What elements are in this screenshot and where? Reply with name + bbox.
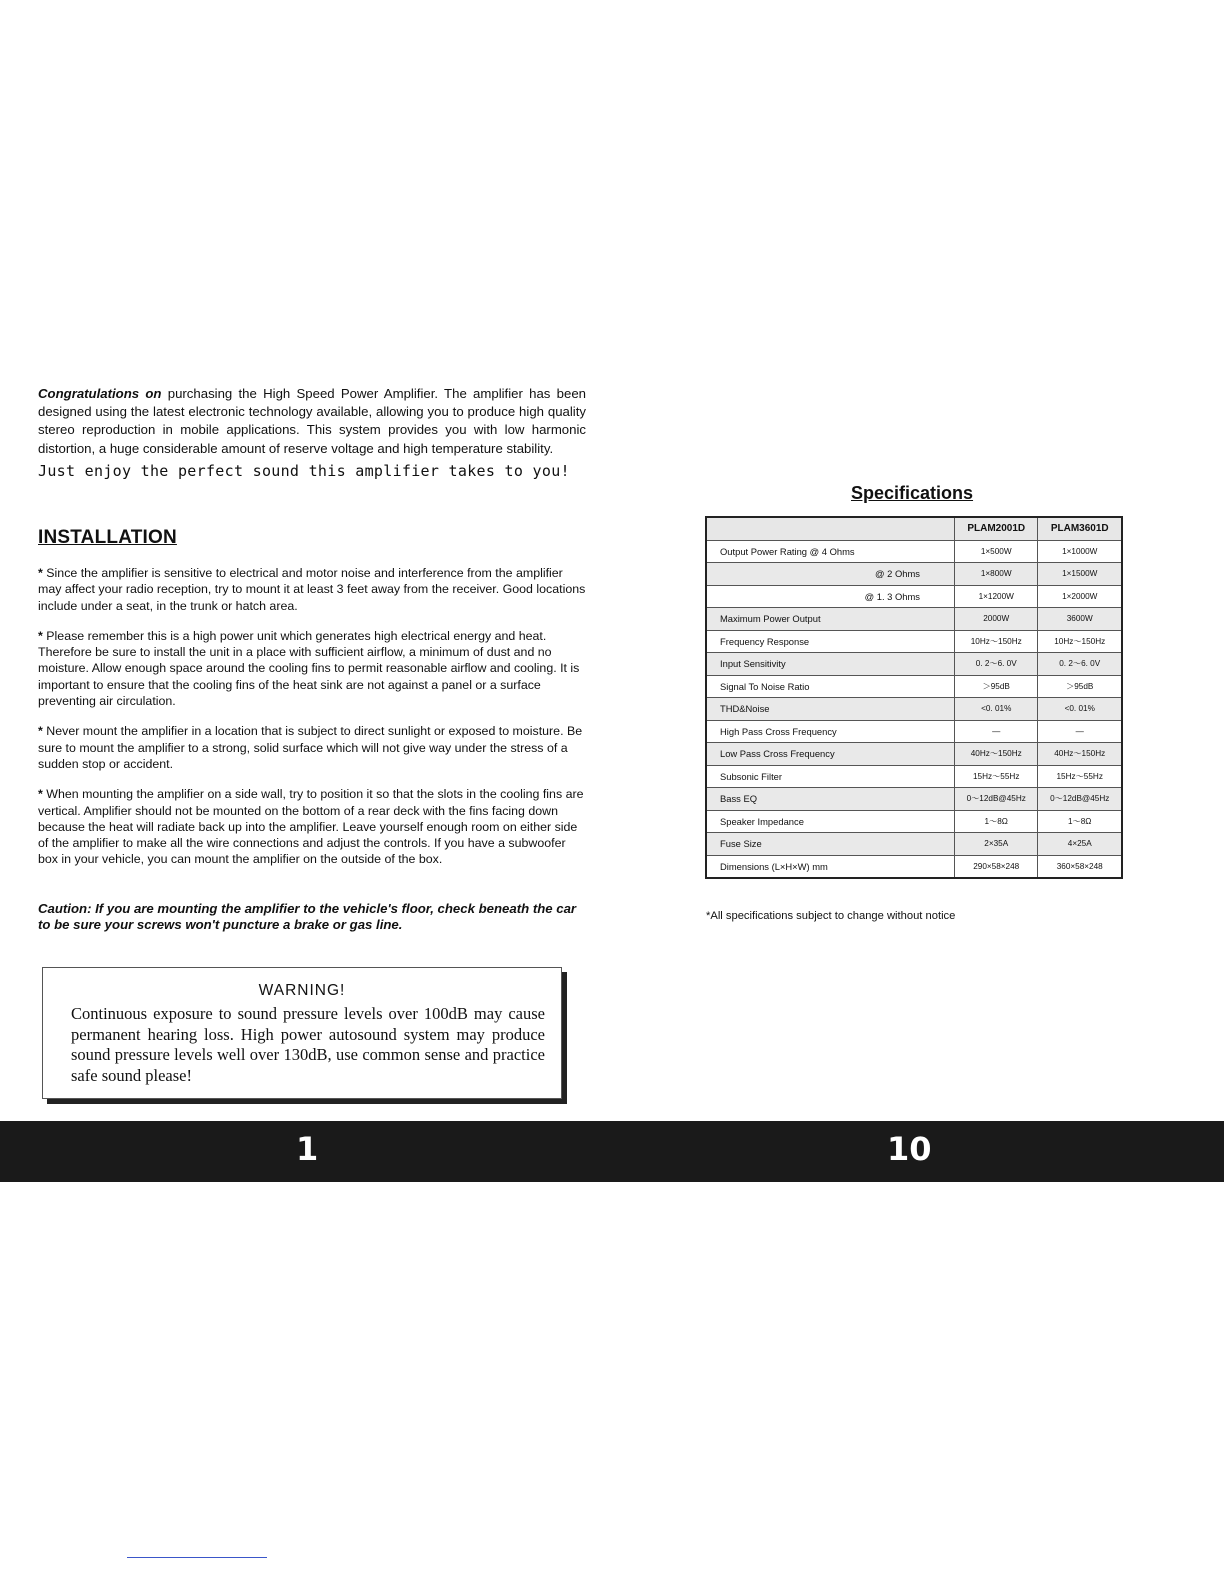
intro-body: purchasing the High Speed Power Amplifier. The amplifier has been designed using the latest electronic technology available, allowing you to produce high quality stereo reproduction in mobile applications. This system provides you with low harmonic distortion, a huge considerable amount of reserve voltage and high temperature stability. <box>38 386 586 456</box>
spec-value: <0. 01% <box>955 698 1038 721</box>
bullet-text: Since the amplifier is sensitive to electrical and motor noise and interference from the amplifier may affect your radio reception, try to mount it at least 3 feet away from the receiver. Good locations include under a seat, in the trunk or hatch area. <box>38 566 586 613</box>
installation-bullet <box>38 565 586 614</box>
spec-value: ＞95dB <box>1038 675 1122 698</box>
spec-value: 1×2000W <box>1038 585 1122 608</box>
specifications-heading: Specifications <box>851 483 974 503</box>
installation-heading: INSTALLATION <box>38 527 177 548</box>
spec-label: Bass EQ <box>706 788 955 811</box>
model-header: PLAM2001D <box>955 517 1038 540</box>
bullet-text: Never mount the amplifier in a location that is subject to direct sunlight or exposed to moisture. Be sure to mount the amplifier to a strong, solid surface which will not give way under the stress of a sudden stop or accident. <box>38 724 583 771</box>
spec-value: — <box>1038 720 1122 743</box>
installation-bullet <box>38 628 586 709</box>
table-row <box>706 563 1122 586</box>
spec-value: 2×35A <box>955 833 1038 856</box>
intro-lead: Congratulations on <box>38 386 162 401</box>
bottom-rule <box>127 1557 267 1558</box>
spec-value: 15Hz～55Hz <box>1038 765 1122 788</box>
spec-label: @ 2 Ohms <box>706 563 955 586</box>
spec-value: 40Hz～150Hz <box>1038 743 1122 766</box>
warning-box <box>42 967 562 1099</box>
spec-value: 1×500W <box>955 540 1038 563</box>
spec-label: Dimensions (L×H×W) mm <box>706 855 955 878</box>
spec-value: 360×58×248 <box>1038 855 1122 878</box>
spec-value: 0. 2～6. 0V <box>955 653 1038 676</box>
spec-label: Output Power Rating @ 4 Ohms <box>706 540 955 563</box>
spec-value: 1～8Ω <box>1038 810 1122 833</box>
spec-value: 10Hz～150Hz <box>1038 630 1122 653</box>
spec-value: 1×1500W <box>1038 563 1122 586</box>
table-row <box>706 810 1122 833</box>
table-row <box>706 698 1122 721</box>
spec-value: 0. 2～6. 0V <box>1038 653 1122 676</box>
table-header-row <box>706 517 1122 540</box>
spec-label: High Pass Cross Frequency <box>706 720 955 743</box>
table-row <box>706 653 1122 676</box>
spec-label: Input Sensitivity <box>706 653 955 676</box>
spec-label: @ 1. 3 Ohms <box>706 585 955 608</box>
warning-title: WARNING! <box>258 982 346 999</box>
spec-value: ＞95dB <box>955 675 1038 698</box>
spec-label: Frequency Response <box>706 630 955 653</box>
spec-label: Low Pass Cross Frequency <box>706 743 955 766</box>
spec-value: 1×1200W <box>955 585 1038 608</box>
warning-text: Continuous exposure to sound pressure levels over 100dB may cause permanent hearing loss. High power autosound system may produce sound pressure levels well over 130dB, use common sense and practice safe sound please! <box>71 1004 545 1085</box>
installation-list <box>38 565 586 882</box>
table-header-blank <box>706 517 955 540</box>
page-number-left: 1 <box>296 1130 319 1168</box>
spec-value: 2000W <box>955 608 1038 631</box>
bullet-text: When mounting the amplifier on a side wall, try to position it so that the slots in the cooling fins are vertical. Amplifier should not be mounted on the bottom of a rear deck with the fins facing down because the heat will radiate back up into the amplifier. Leave yourself enough room on either side of the amplifier to make all the wire connections and adjust the controls. If you have a subwoofer box in your vehicle, you can mount the amplifier on the outside of the box. <box>38 787 584 867</box>
table-row <box>706 540 1122 563</box>
spec-label: Maximum Power Output <box>706 608 955 631</box>
model-header: PLAM3601D <box>1038 517 1122 540</box>
spec-value: <0. 01% <box>1038 698 1122 721</box>
table-row <box>706 788 1122 811</box>
asterisk-icon: * <box>38 566 43 580</box>
spec-value: 15Hz～55Hz <box>955 765 1038 788</box>
installation-bullet <box>38 723 586 772</box>
page-number-right: 10 <box>887 1130 932 1168</box>
intro-tagline: Just enjoy the perfect sound this amplifier takes to you! <box>38 461 570 480</box>
spec-label: THD&Noise <box>706 698 955 721</box>
table-row <box>706 765 1122 788</box>
table-row <box>706 855 1122 878</box>
spec-label: Subsonic Filter <box>706 765 955 788</box>
intro-section <box>38 385 586 480</box>
caution-note: Caution: If you are mounting the amplifier to the vehicle's floor, check beneath the car to be sure your screws won't puncture a brake or gas line. <box>38 901 577 932</box>
bullet-text: Please remember this is a high power unit which generates high electrical energy and heat. Therefore be sure to install the unit in a place with sufficient airflow, a minimum of dust and no moisture. Allow enough space around the cooling fins to permit reasonable airflow and cooling. It is important to ensure that the cooling fins of the heat sink are not against a panel or a surface preventing air circulation. <box>38 628 580 709</box>
spec-value: 3600W <box>1038 608 1122 631</box>
asterisk-icon: * <box>38 724 43 739</box>
table-row <box>706 585 1122 608</box>
spec-value: 1～8Ω <box>955 810 1038 833</box>
specifications-table <box>705 516 1123 879</box>
intro-paragraph <box>38 385 586 458</box>
table-row <box>706 675 1122 698</box>
page-footer-bar <box>0 1121 1224 1182</box>
spec-value: — <box>955 720 1038 743</box>
spec-label: Signal To Noise Ratio <box>706 675 955 698</box>
table-row <box>706 720 1122 743</box>
spec-value: 40Hz～150Hz <box>955 743 1038 766</box>
asterisk-icon: * <box>38 787 43 802</box>
asterisk-icon: * <box>38 628 43 643</box>
spec-value: 10Hz～150Hz <box>955 630 1038 653</box>
spec-value: 1×800W <box>955 563 1038 586</box>
spec-label: Fuse Size <box>706 833 955 856</box>
installation-bullet <box>38 786 586 867</box>
table-row <box>706 608 1122 631</box>
spec-value: 0～12dB@45Hz <box>955 788 1038 811</box>
spec-label: Speaker Impedance <box>706 810 955 833</box>
spec-value: 290×58×248 <box>955 855 1038 878</box>
table-row <box>706 833 1122 856</box>
table-row <box>706 630 1122 653</box>
spec-value: 1×1000W <box>1038 540 1122 563</box>
spec-value: 0～12dB@45Hz <box>1038 788 1122 811</box>
table-row <box>706 743 1122 766</box>
specifications-note: *All specifications subject to change without notice <box>706 910 956 922</box>
spec-value: 4×25A <box>1038 833 1122 856</box>
